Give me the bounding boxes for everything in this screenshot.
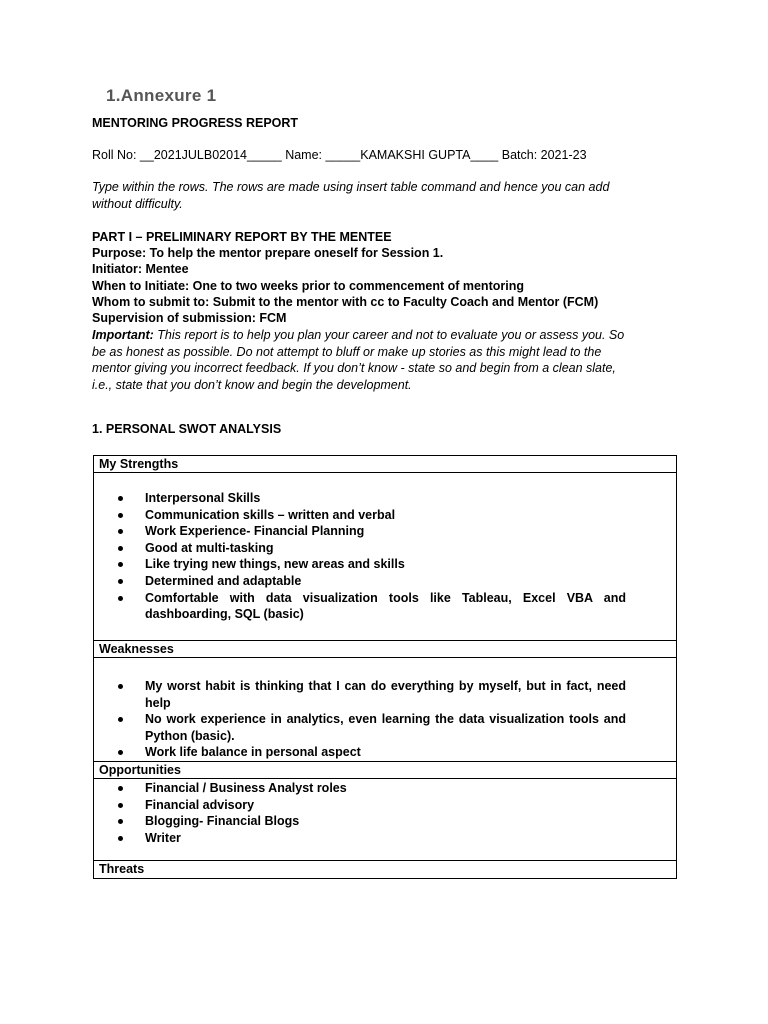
list-item xyxy=(94,744,676,761)
bullet-icon xyxy=(118,717,123,722)
list-item-text: Comfortable with data visualization tools like Tableau, Excel VBA and dashboarding, SQL (basic) xyxy=(145,590,626,622)
list-item-text: Good at multi-tasking xyxy=(145,540,274,555)
list-item-text: Work Experience- Financial Planning xyxy=(145,524,365,539)
bullet-icon xyxy=(118,546,123,551)
list-item xyxy=(94,573,676,590)
opportunities-list xyxy=(94,780,676,846)
list-item-text: Blogging- Financial Blogs xyxy=(145,814,300,829)
list-item-text: Financial advisory xyxy=(145,797,255,812)
bullet-icon xyxy=(118,819,123,824)
part1-title: PART I – PRELIMINARY REPORT BY THE MENTEE xyxy=(92,230,392,244)
bullet-icon xyxy=(118,562,123,567)
list-item-text: My worst habit is thinking that I can do everything by myself, but in fact, need help xyxy=(145,679,626,710)
part1-when: When to Initiate: One to two weeks prior to commencement of mentoring xyxy=(92,279,524,293)
weaknesses-header: Weaknesses xyxy=(94,641,676,658)
list-item xyxy=(94,540,676,557)
list-item xyxy=(94,556,676,573)
annexure-heading: 1.Annexure 1 xyxy=(106,86,217,105)
list-item xyxy=(94,507,676,524)
part1-purpose: Purpose: To help the mentor prepare oneself for Session 1. xyxy=(92,246,444,260)
list-item xyxy=(94,590,676,623)
threats-header: Threats xyxy=(99,862,145,876)
instruction-line-2: without difficulty. xyxy=(92,197,183,211)
list-item xyxy=(94,813,676,830)
list-item-text: Interpersonal Skills xyxy=(145,491,261,505)
bullet-icon xyxy=(118,786,123,791)
weaknesses-cell[interactable] xyxy=(94,658,676,762)
part1-supervision: Supervision of submission: FCM xyxy=(92,311,287,325)
list-item-text: Determined and adaptable xyxy=(145,573,302,588)
opportunities-header: Opportunities xyxy=(94,762,676,779)
list-item-text: Work life balance in personal aspect xyxy=(145,745,361,760)
weaknesses-list xyxy=(94,678,676,761)
bullet-icon xyxy=(118,596,123,601)
list-item-text: Like trying new things, new areas and skills xyxy=(145,557,405,572)
bullet-icon xyxy=(118,513,123,518)
report-title: MENTORING PROGRESS REPORT xyxy=(92,116,299,130)
bullet-icon xyxy=(118,750,123,755)
swot-table xyxy=(93,455,677,879)
bullet-icon xyxy=(118,529,123,534)
list-item xyxy=(94,797,676,814)
bullet-icon xyxy=(118,684,123,689)
opportunities-cell[interactable] xyxy=(94,779,676,861)
list-item-text: Communication skills – written and verbal xyxy=(145,507,396,522)
strengths-list xyxy=(94,490,676,623)
strengths-cell[interactable] xyxy=(94,473,676,641)
important-text: This report is to help you plan your career and not to evaluate you or assess you. So be as honest as possible. Do not attempt to bluff or make up stories as this might lead to the mentor giving you incorrect feedback. If you don’t know - state so and begin from a clean slate, i.e., state that you don’t know and begin the development. xyxy=(92,328,625,392)
list-item-text: Financial / Business Analyst roles xyxy=(145,781,347,795)
list-item-text: No work experience in analytics, even learning the data visualization tools and Python (basic). xyxy=(145,712,626,743)
roll-name-batch-line: Roll No: __2021JULB02014_____ Name: _____KAMAKSHI GUPTA____ Batch: 2021-23 xyxy=(92,148,587,162)
list-item xyxy=(94,780,676,797)
important-label: Important: xyxy=(92,328,154,342)
bullet-icon xyxy=(118,803,123,808)
bullet-icon xyxy=(118,836,123,841)
strengths-header: My Strengths xyxy=(94,456,676,473)
instruction-line-1: Type within the rows. The rows are made using insert table command and hence you can add xyxy=(92,180,610,194)
list-item xyxy=(94,523,676,540)
bullet-icon xyxy=(118,579,123,584)
list-item xyxy=(94,711,676,744)
important-note xyxy=(92,327,637,393)
section-swot-title: 1. PERSONAL SWOT ANALYSIS xyxy=(92,422,282,436)
bullet-icon xyxy=(118,496,123,501)
list-item xyxy=(94,678,676,711)
list-item xyxy=(94,490,676,507)
list-item-text: Writer xyxy=(145,830,181,845)
part1-whom: Whom to submit to: Submit to the mentor with cc to Faculty Coach and Mentor (FCM) xyxy=(92,295,599,309)
part1-initiator: Initiator: Mentee xyxy=(92,262,189,276)
list-item xyxy=(94,830,676,847)
